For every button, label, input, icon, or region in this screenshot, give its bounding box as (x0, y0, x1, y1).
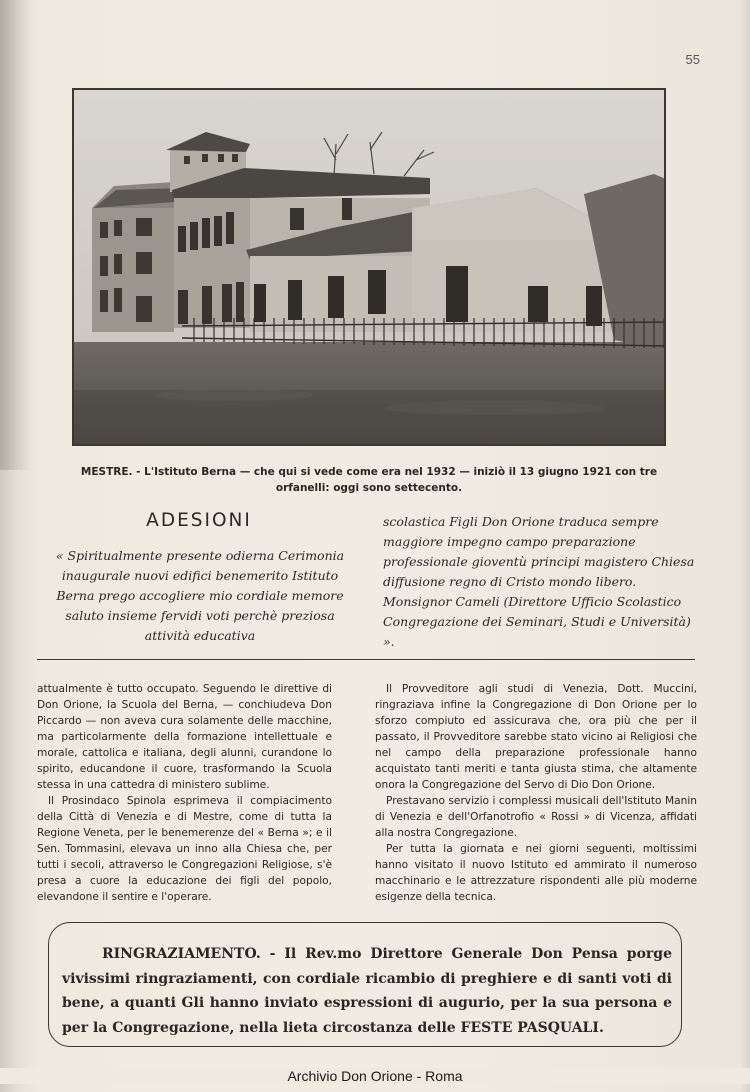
thanks-notice: RINGRAZIAMENTO. - Il Rev.mo Direttore Generale Don Pensa porge vivissimi ringraziamenti, con cordiale ricambio di preghiere e di santi voti di bene, a quanti Gli hanno inviato espressioni di augurio, per la sua persona e per la Congregazione, nella lieta circostanza delle FESTE PASQUALI. (62, 946, 672, 1036)
institute-photo (72, 88, 666, 446)
binding-shadow (0, 0, 32, 470)
section-divider (37, 659, 695, 660)
photo-caption: MESTRE. - L'Istituto Berna — che qui si vede come era nel 1932 — iniziò il 13 giugno 1921 con tre orfanelli: oggi sono settecento. (80, 466, 658, 494)
archive-footer: Archivio Don Orione - Roma (0, 1068, 750, 1084)
paragraph: attualmente è tutto occupato. Seguendo le direttive di Don Orione, la Scuola del Berna, — conchiudeva Don Piccardo — non aveva cura solamente delle macchine, ma particolarmente della formazione intellettuale e morale, cattolica e italiana, degli alunni, curandone lo spirito, educandone il cuore, trasformando la Scuola stessa in una cattedra di ministero sublime. (37, 683, 332, 791)
telegram-quote-right: scolastica Figli Don Orione traduca sempre maggiore impegno campo preparazione professionale gioventù principi magistero Chiesa diffusione regno di Cristo mondo libero. Monsignor Cameli (Direttore Ufficio Scolastico Congregazione dei Seminari, Studi e Università) ». (383, 514, 695, 649)
paragraph: Per tutta la giornata e nei giorni seguenti, moltissimi hanno visitato il nuovo Istituto ed ammirato il numeroso macchinario e le attrezzature rispondenti alle più moderne esigenze della tecnica. (375, 843, 697, 903)
building-illustration (74, 90, 666, 446)
article-column-left (37, 681, 332, 905)
telegram-quote-left: « Spiritualmente presente odierna Cerimonia inaugurale nuovi edifici benemerito Istituto Berna prego accogliere mio cordiale memore saluto insieme fervidi voti perchè preziosa attività educativa (55, 548, 345, 643)
article-column-right (375, 681, 697, 905)
paragraph: Prestavano servizio i complessi musicali dell'Istituto Manin di Venezia e dell'Orfanotrofio « Rossi » di Vicenza, affidati alla nostra Congregazione. (375, 795, 697, 839)
section-title-adesioni: ADESIONI (146, 510, 252, 531)
page-number: 55 (685, 52, 700, 67)
paragraph: Il Provveditore agli studi di Venezia, Dott. Muccini, ringraziava infine la Congregazione di Don Orione per lo sforzo compiuto ed assicurava che, ora più che per il passato, il Provveditore sarebbe stato vicino ai Religiosi che nel campo della preparazione professionale hanno acquistato tanti meriti e tanta giusta stima, che altamente onora la Congregazione del Servo di Dio Don Orione. (375, 683, 697, 791)
paragraph: Il Prosindaco Spinola esprimeva il compiacimento della Città di Venezia e di Mestre, come di tutta la Regione Veneta, per le benemerenze del « Berna »; e il Sen. Tommasini, elevava un inno alla Chiesa che, per tutti i secoli, attraverso le Congregazioni Religiose, s'è presa a cuore la educazione dei figli del popolo, elevandone il sentire e l'operare. (37, 795, 332, 903)
